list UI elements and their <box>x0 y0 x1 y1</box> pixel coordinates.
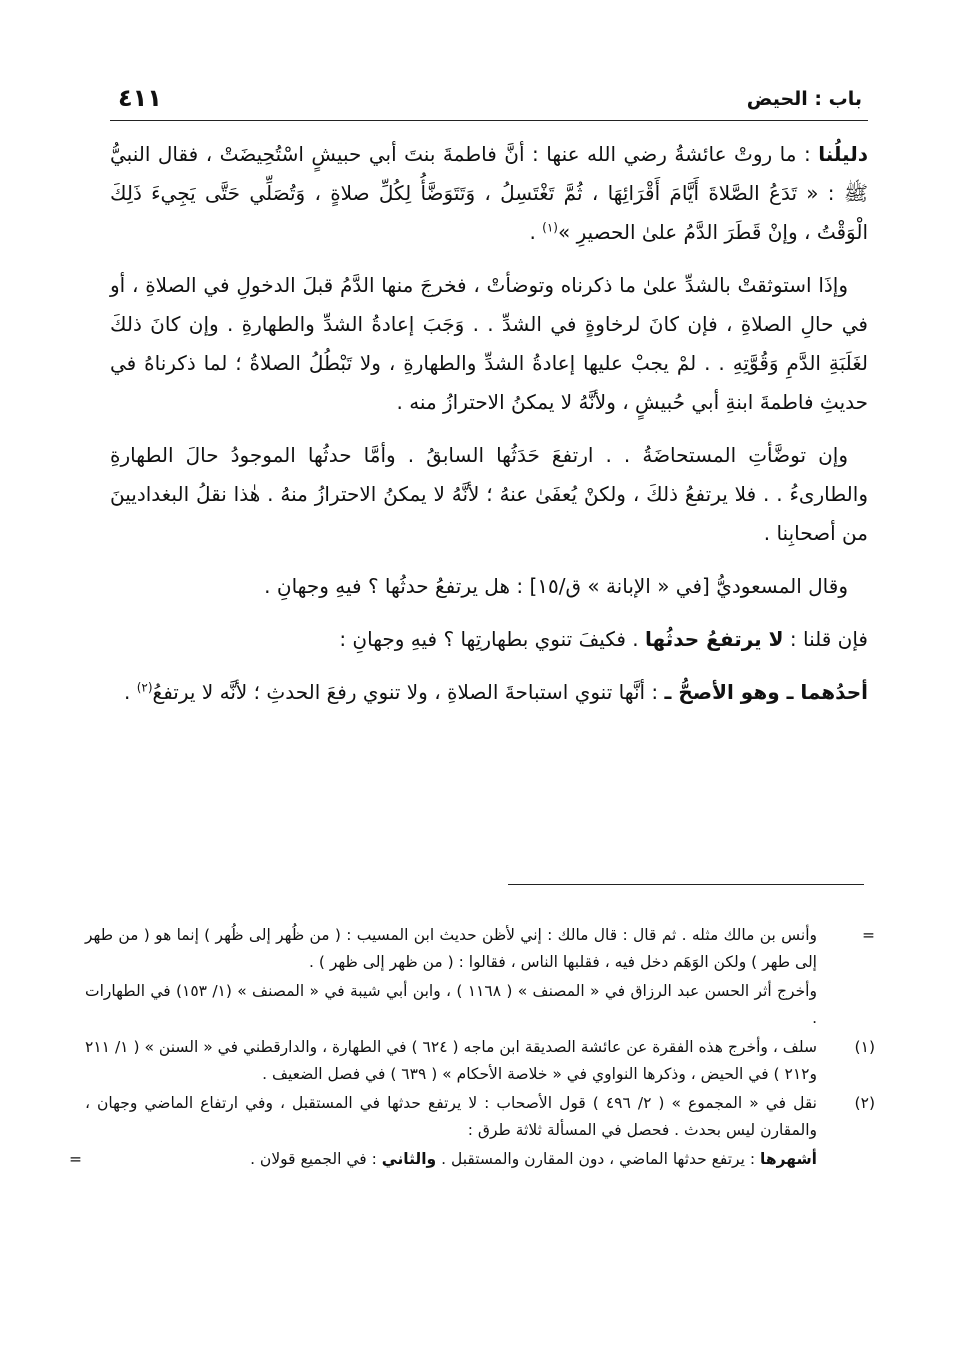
paragraph-ablution: وإن توضَّأتِ المستحاضَةُ . . ارتفعَ حَدَثُها السابقُ . وأمَّا حدثُها الموجودُ حالَ الطهارةِ والطارىءُ . . فلا يرتفعُ ذلكَ ، ولكنْ يُعفَىٰ عنهُ ؛ لأنَّهُ لا يمكنُ الاحترازُ منهُ . هٰذا نقلُ البغداديينَ من أصحابِنا . <box>110 443 868 545</box>
bold-phrase: لا يرتفعُ حدثُها <box>645 627 784 651</box>
paragraph-text: : أنَّها تنوي استباحةَ الصلاةِ ، ولا تنوي رفعَ الحدثِ ؛ لأنَّه لا يرتفعُ <box>152 680 665 704</box>
footnote-2 <box>85 1090 875 1144</box>
footnote-separator <box>508 884 864 885</box>
bold-phrase: أحدُهما ـ وهو الأصحُّ ـ <box>664 680 868 704</box>
paragraph-end: . <box>529 220 543 244</box>
paragraph-evidence <box>110 135 868 252</box>
footnote-ref-2[interactable]: (٢) <box>136 680 153 695</box>
page-header <box>110 82 868 121</box>
footnote-text: وأخرج أثر الحسن عبد الرزاق في « المصنف » ( ١١٦٨ ) ، وابن أبي شيبة في « المصنف » (١/ ١٥٣) في الطهارات . <box>85 982 817 1027</box>
running-head: باب : الحيض <box>746 88 862 110</box>
main-text <box>110 135 868 726</box>
paragraph-text: : ما روتْ عائشةُ رضي الله عنها : أنَّ فاطمةَ بنتَ أبي حبيشٍ اسْتُحِيضَتْ ، فقال النبيُّ ﷺ : « تَدَعُ الصَّلاةَ أَيَّامَ أَقْرَائِهَا ، ثُمَّ تَغْتَسِلُ ، وَتَتَوَضَّأُ لِكُلِّ صلاةٍ ، وَتُصَلِّي حَتَّى يَجِيءَ ذَلِكَ الْوَقْتُ ، وإنْ قَطَرَ الدَّمُ علىٰ الحصيرِ » <box>110 142 868 244</box>
footnote-mark-1: (١) <box>854 1038 875 1056</box>
bold-phrase: والثاني <box>381 1150 437 1168</box>
continuation-mark: = <box>69 1150 82 1168</box>
page-number: ٤١١ <box>118 84 162 112</box>
continuation-mark: = <box>862 926 875 944</box>
footnotes <box>69 922 875 1175</box>
footnote-2-line <box>69 1146 875 1173</box>
footnote-1 <box>85 1034 875 1088</box>
footnote-text: نقل في « المجموع » ( ٢/ ٤٩٦ ) قول الأصحاب : لا يرتفع حدثها في المستقبل ، وفي ارتفاع الماضي وجهان ، والمقارن ليس بحدث . فحصل في المسألة ثلاثة طرق : <box>85 1094 817 1139</box>
footnote-mark-2: (٢) <box>854 1094 875 1112</box>
paragraph-end: . <box>124 680 137 704</box>
evidence-lead: دليلُنا <box>818 142 868 166</box>
paragraph-text: فإن قلنا : <box>783 627 868 651</box>
paragraph-binding: وإذَا استوثقتْ بالشدِّ علىٰ ما ذكرناه وتوضأتْ ، فخرجَ منها الدَّمُ قبلَ الدخولِ في الصلاةِ ، أو في حالِ الصلاةِ ، فإن كانَ لرخاوةٍ في الشدِّ . . وَجَبَ إعادةُ الشدِّ والطهارةِ . وإن كانَ ذلكَ لغَلَبَةِ الدَّمِ وَقُوَّتِهِ . . لمْ يجبْ عليها إعادةُ الشدِّ والطهارةِ ، ولا تَبْطُلُ الصلاةُ ؛ لما ذكرناهُ في حديثِ فاطمةَ ابنةِ أبي حُبيشٍ ، ولأنَّهُ لا يمكنُ الاحترازُ منه . <box>110 273 868 414</box>
footnote-ref-1[interactable]: (١) <box>542 220 558 235</box>
footnote-text: سلف ، وأخرج هذه الفقرة عن عائشة الصديقة ابن ماجه ( ٦٢٤ ) في الطهارة ، والدارقطني في « السنن » ( ١/ ٢١١ و٢١٢ ) في الحيض ، وذكرها النواوي في « خلاصة الأحكام » ( ٦٣٩ ) في فصل الضعيف . <box>85 1038 817 1083</box>
footnote-text: : في الجميع قولان . <box>250 1150 382 1168</box>
footnote-text: : يرتفع حدثها الماضي ، دون المقارن والمستقبل . <box>436 1150 760 1168</box>
footnote-continuation-2 <box>85 978 875 1032</box>
paragraph-intention <box>110 620 868 659</box>
footnote-text: وأنس بن مالك مثله . ثم قال : قال مالك : إني لأظن حديث ابن المسيب : ( من ظُهر إلى ظُهر ) إنما هو ( من طهر إلى طهر ) ولكن الوَهَم دخل فيه ، فقلبها الناس ، فقالوا : ( من ظهر إلى ظهر ) . <box>85 926 817 971</box>
bold-phrase: أشهرها <box>760 1150 817 1168</box>
paragraph-masudi: وقال المسعوديُّ [في « الإبانة » ق/١٥] : هل يرتفعُ حدثُها ؟ فيهِ وجهانِ . <box>264 574 848 598</box>
footnote-continuation <box>85 922 875 976</box>
paragraph-text: . فكيفَ تنوي بطهارتِها ؟ فيهِ وجهانِ : <box>339 627 645 651</box>
paragraph-first-view <box>110 673 868 712</box>
